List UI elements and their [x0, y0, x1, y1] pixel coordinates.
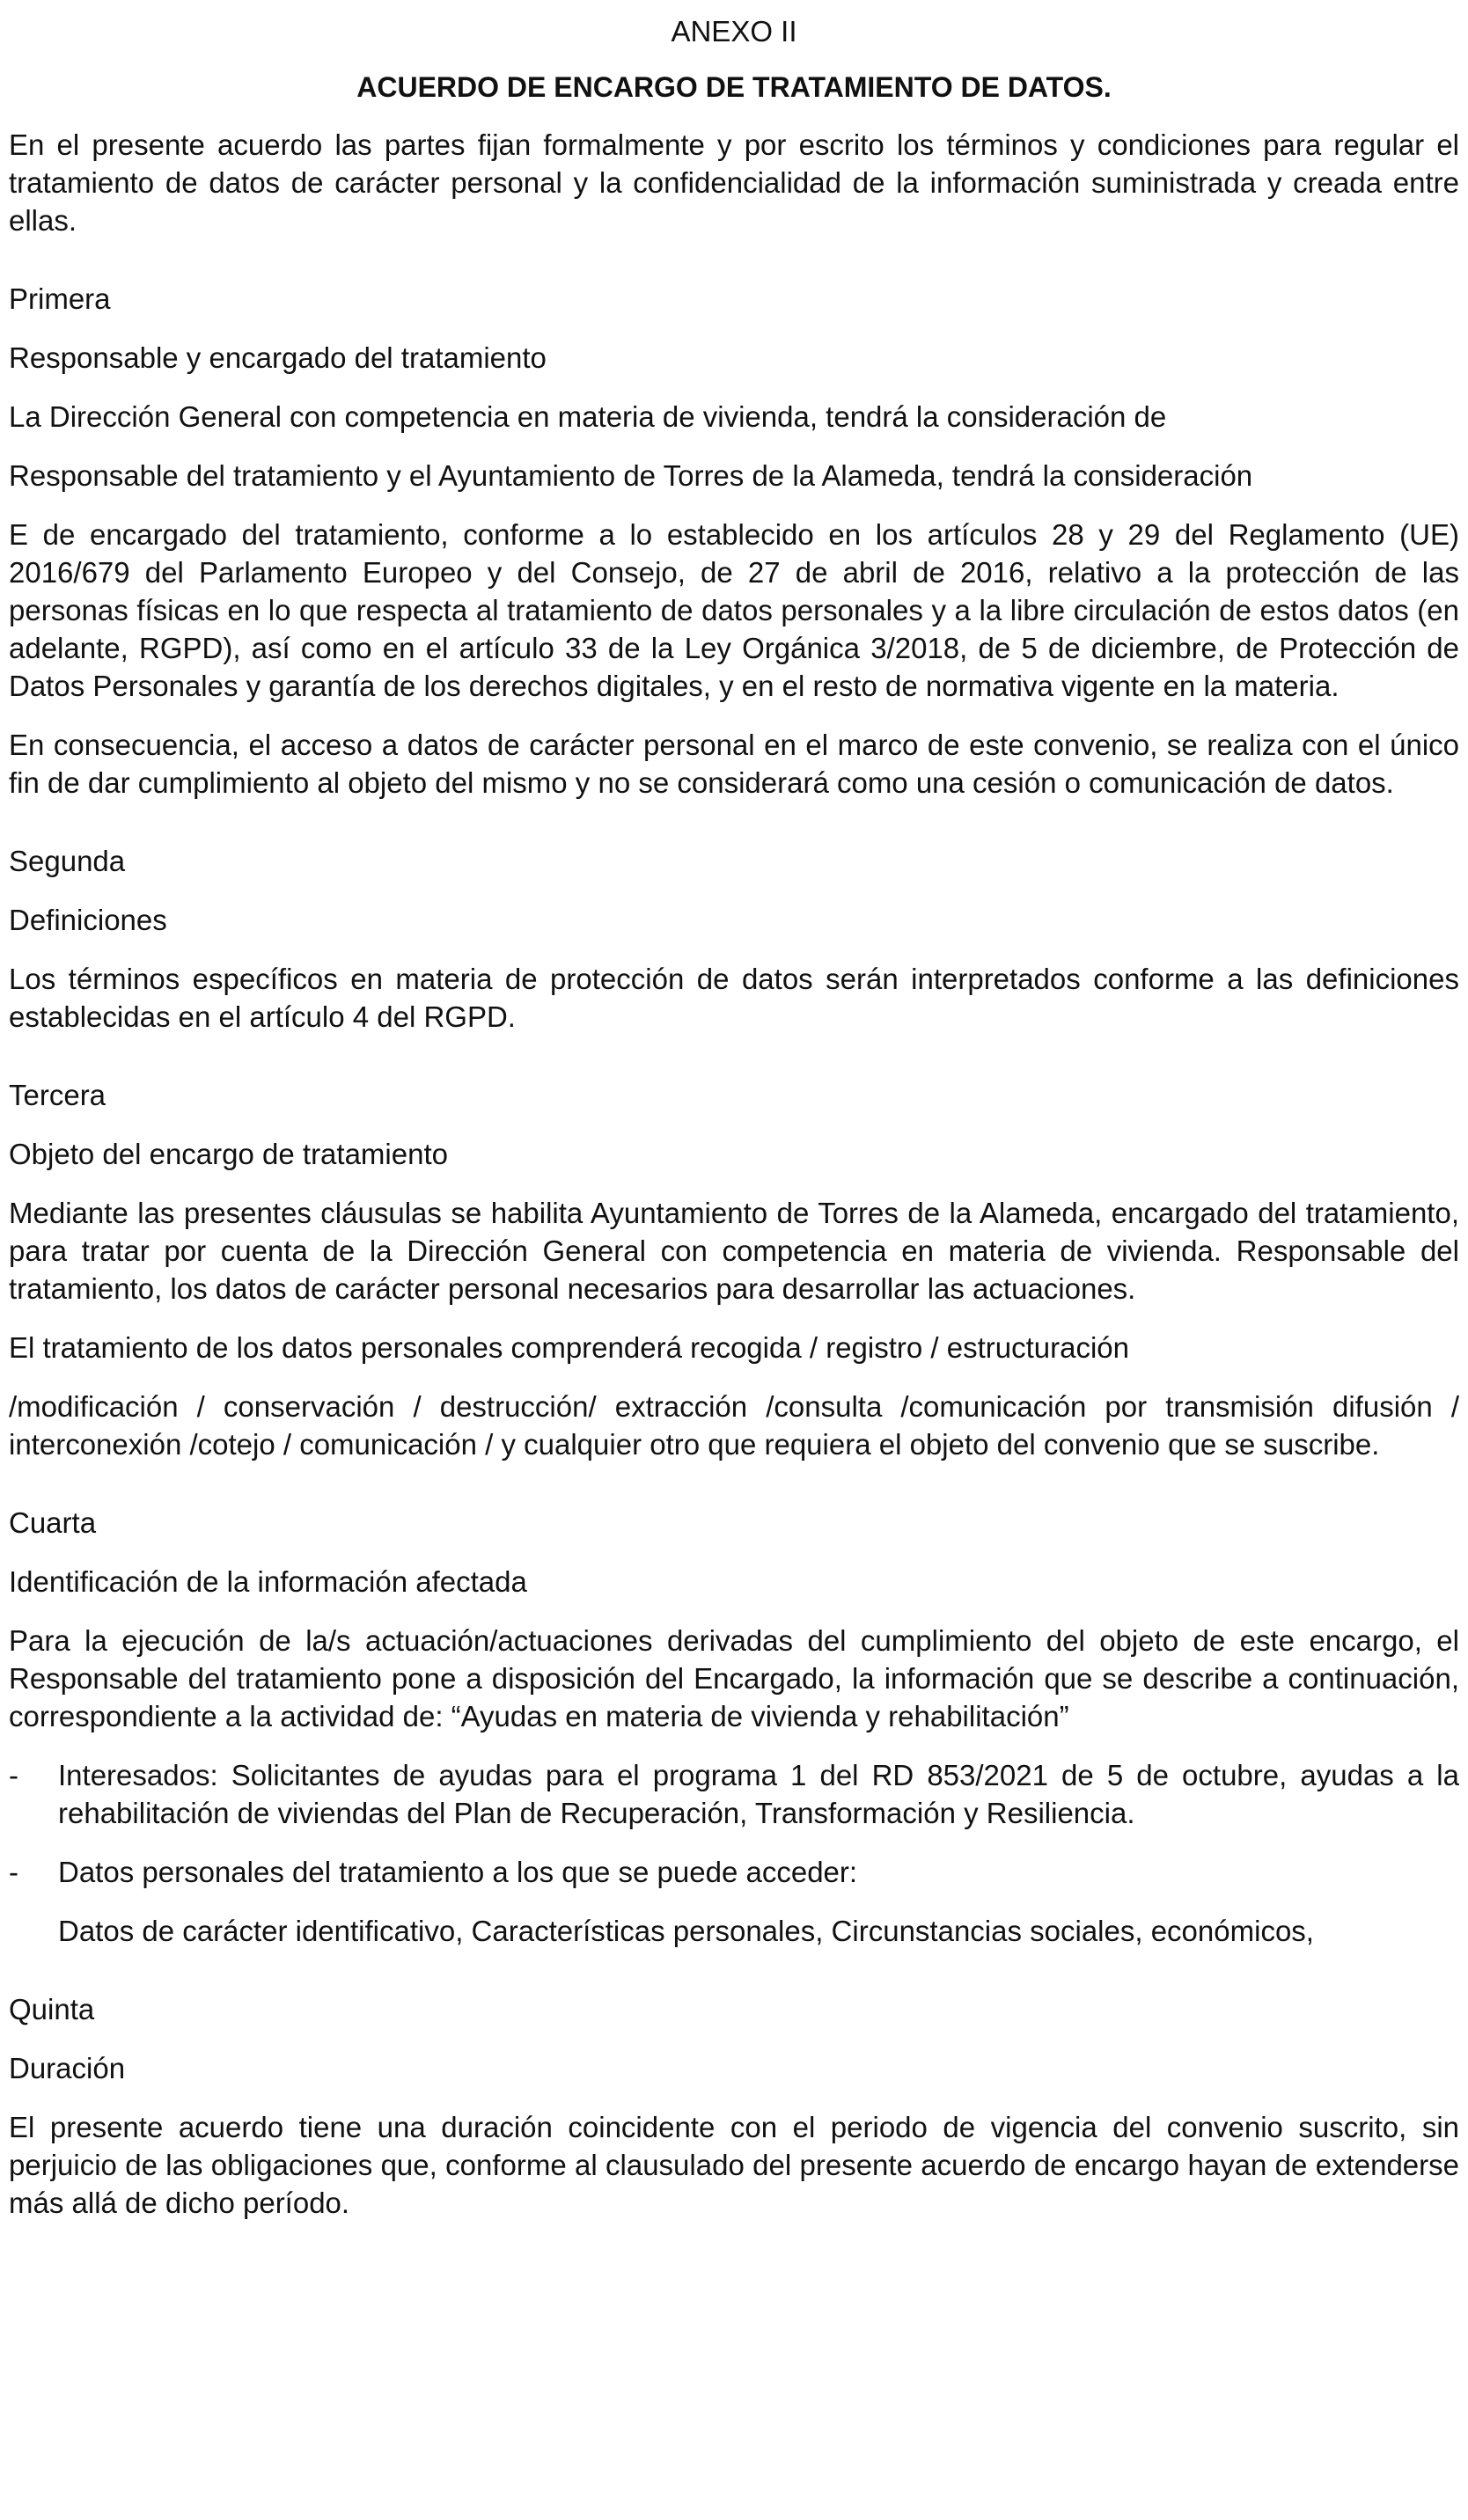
clause-paragraph: Mediante las presentes cláusulas se habilita Ayuntamiento de Torres de la Alameda, encargado del tratamiento, para tratar por cuenta de la Dirección General con competencia en materia de vivienda. Responsable del tratamiento, los datos de carácter personal necesarios para desarrollar las actuaciones. — [9, 1197, 1459, 1305]
document-page — [9, 12, 1459, 2222]
clause-paragraph: E de encargado del tratamiento, conforme a lo establecido en los artículos 28 y 29 del Reglamento (UE) 2016/679 del Parlamento Europeo y del Consejo, de 27 de abril de 2016, relativo a la protección de las personas físicas en lo que respecta al tratamiento de datos personales y a la libre circulación de estos datos (en adelante, RGPD), así como en el artículo 33 de la Ley Orgánica 3/2018, de 5 de diciembre, de Protección de Datos Personales y garantía de los derechos digitales, y en el resto de normativa vigente en la materia. — [9, 518, 1459, 702]
clause-tercera — [9, 1076, 1459, 1463]
clause-segunda — [9, 842, 1459, 1036]
clause-paragraph: La Dirección General con competencia en materia de vivienda, tendrá la consideración de — [9, 400, 1167, 433]
clause-number: Primera — [9, 282, 111, 315]
clause-number: Cuarta — [9, 1506, 97, 1539]
bullet-item — [9, 1756, 1459, 1832]
clause-paragraph: El presente acuerdo tiene una duración coincidente con el periodo de vigencia del convenio suscrito, sin perjuicio de las obligaciones que, conforme al clausulado del presente acuerdo de encargo hayan de extenderse más allá de dicho período. — [9, 2111, 1459, 2219]
clause-paragraph: Para la ejecución de la/s actuación/actuaciones derivadas del cumplimiento del objeto de este encargo, el Responsable del tratamiento pone a disposición del Encargado, la información que se describe a continuación, correspondiente a la actividad de: “Ayudas en materia de vivienda y rehabilitación” — [9, 1624, 1459, 1732]
bullet-text: Interesados: Solicitantes de ayudas para el programa 1 del RD 853/2021 de 5 de octubre, ayudas a la rehabilitación de viviendas del Plan de Recuperación, Transformación y Resiliencia. — [58, 1759, 1459, 1829]
clause-paragraph: El tratamiento de los datos personales comprenderá recogida / registro / estructuración — [9, 1331, 1129, 1364]
intro-paragraph: En el presente acuerdo las partes fijan formalmente y por escrito los términos y condiciones para regular el tratamiento de datos de carácter personal y la confidencialidad de la información suministrada y creada entre ellas. — [9, 128, 1459, 237]
clause-number: Quinta — [9, 1993, 95, 2026]
bullet-dash: - — [9, 1759, 18, 1791]
bullet-text: Datos personales del tratamiento a los que se puede acceder: — [58, 1856, 858, 1888]
clause-heading: Responsable y encargado del tratamiento — [9, 341, 547, 374]
clause-cuarta — [9, 1504, 1459, 1950]
clause-number: Tercera — [9, 1079, 106, 1111]
clause-paragraph: Los términos específicos en materia de protección de datos serán interpretados conforme a las definiciones establecidas en el artículo 4 del RGPD. — [9, 963, 1459, 1033]
clause-paragraph: /modificación / conservación / destrucción/ extracción /consulta /comunicación por transmisión difusión / interconexión /cotejo / comunicación / y cualquier otro que requiera el objeto del convenio que se suscribe. — [9, 1390, 1459, 1461]
clause-quinta — [9, 1990, 1459, 2222]
clause-heading: Definiciones — [9, 904, 167, 936]
bullet-item — [9, 1853, 1459, 1891]
bullet-detail: Datos de carácter identificativo, Características personales, Circunstancias sociales, económicos, — [58, 1915, 1314, 1947]
clause-paragraph: Responsable del tratamiento y el Ayuntamiento de Torres de la Alameda, tendrá la consideración — [9, 459, 1253, 492]
clause-primera — [9, 280, 1459, 802]
clause-paragraph: En consecuencia, el acceso a datos de carácter personal en el marco de este convenio, se realiza con el único fin de dar cumplimiento al objeto del mismo y no se considerará como una cesión o comunicación de datos. — [9, 729, 1459, 799]
clause-heading: Objeto del encargo de tratamiento — [9, 1138, 448, 1170]
annex-label: ANEXO II — [671, 15, 797, 48]
clause-heading: Identificación de la información afectada — [9, 1565, 527, 1598]
clause-heading: Duración — [9, 2052, 126, 2084]
bullet-dash: - — [9, 1856, 18, 1888]
clause-number: Segunda — [9, 845, 126, 877]
document-title: ACUERDO DE ENCARGO DE TRATAMIENTO DE DATOS. — [356, 71, 1112, 103]
